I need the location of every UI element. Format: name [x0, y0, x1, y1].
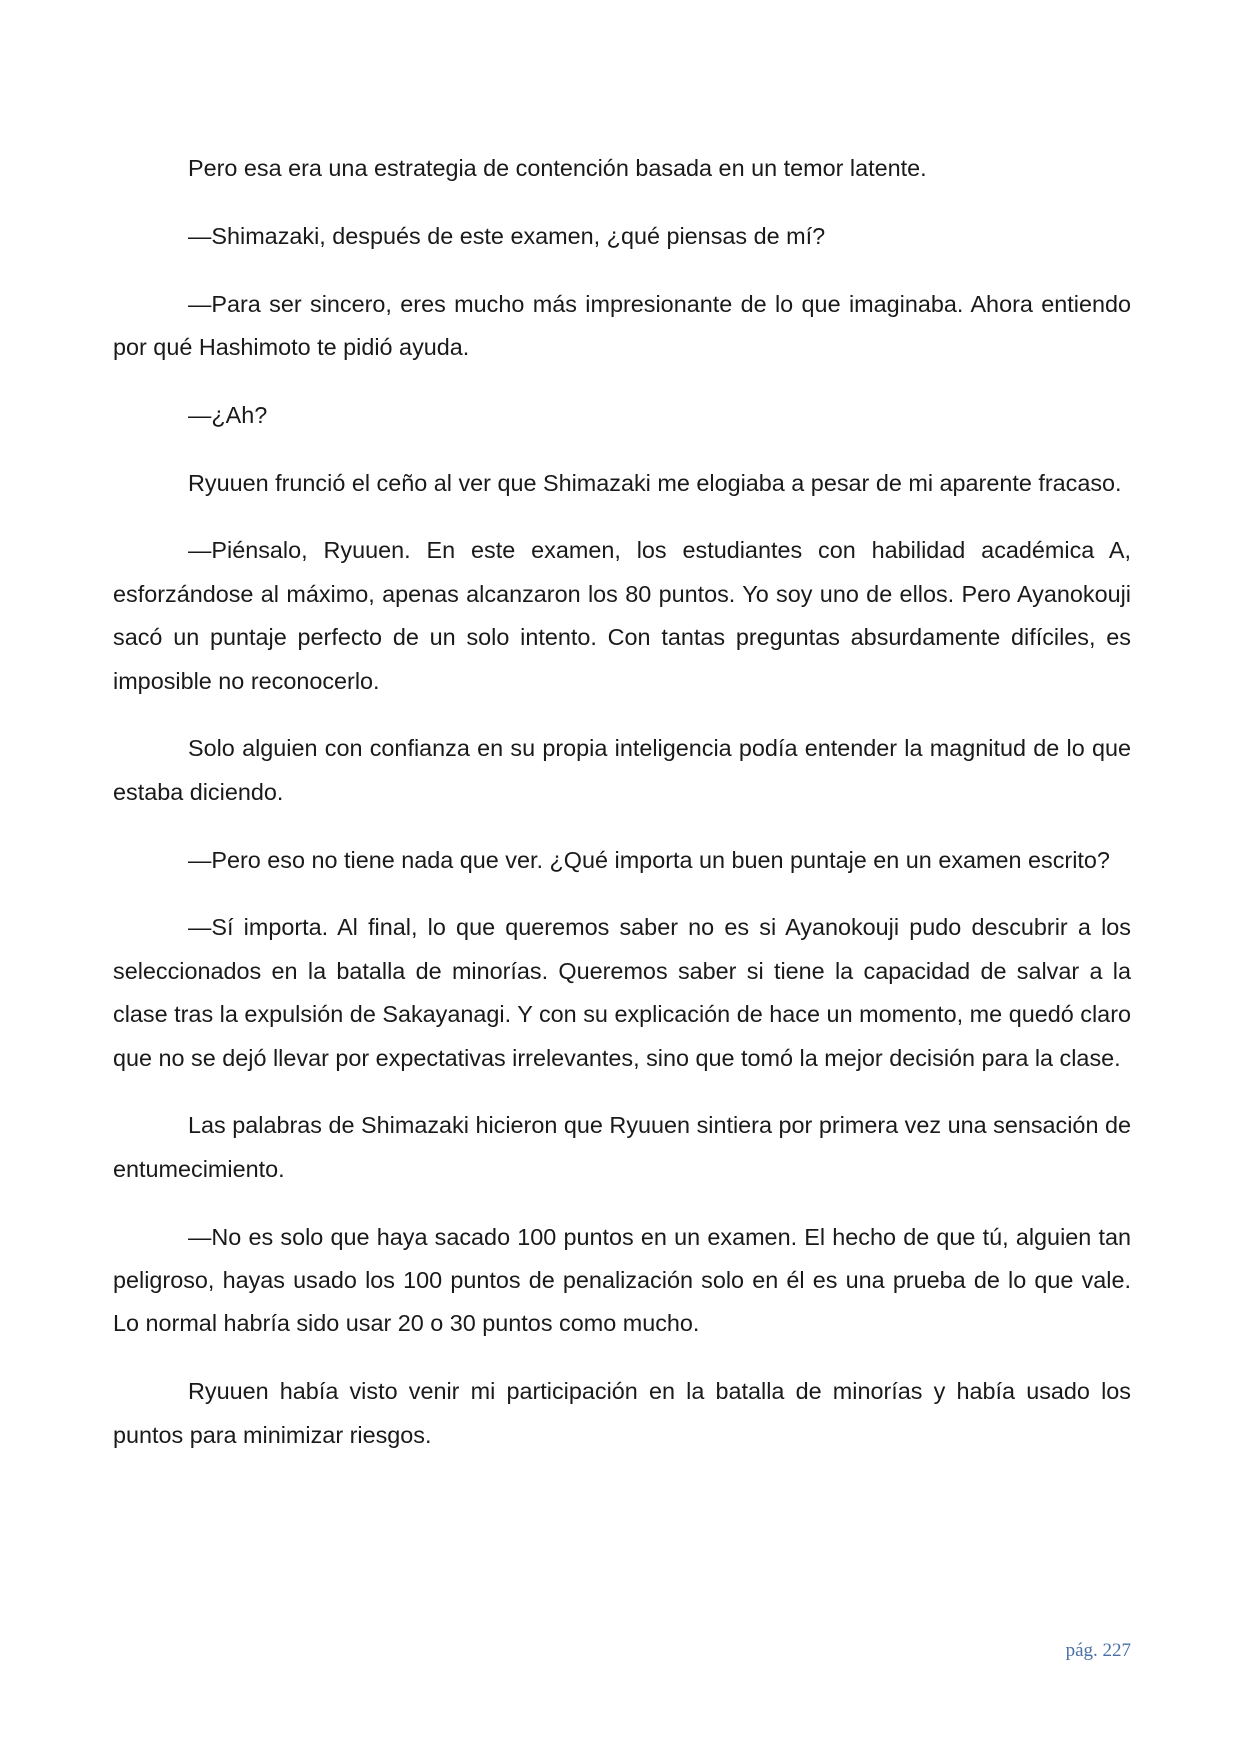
paragraph: —Para ser sincero, eres mucho más impresionante de lo que imaginaba. Ahora entiendo por qué Hashimoto te pidió ayuda. [113, 290, 1131, 360]
paragraph: —¿Ah? [188, 401, 268, 428]
paragraph: Solo alguien con confianza en su propia inteligencia podía entender la magnitud de lo que estaba diciendo. [113, 735, 1131, 805]
paragraph: Ryuuen había visto venir mi participación en la batalla de minorías y había usado los puntos para minimizar riesgos. [113, 1378, 1131, 1448]
paragraph: —Pero eso no tiene nada que ver. ¿Qué importa un buen puntaje en un examen escrito? [188, 846, 1110, 873]
paragraph: Pero esa era una estrategia de contención basada en un temor latente. [188, 155, 927, 181]
document-body [113, 147, 1131, 1457]
paragraph: —Sí importa. Al final, lo que queremos saber no es si Ayanokouji pudo descubrir a los seleccionados en la batalla de minorías. Queremos saber si tiene la capacidad de salvar a la clase tras la expulsión de Sakayanagi. Y con su explicación de hace un momento, me quedó claro que no se dejó llevar por expectativas irrelevantes, sino que tomó la mejor decisión para la clase. [113, 914, 1131, 1071]
paragraph: Las palabras de Shimazaki hicieron que Ryuuen sintiera por primera vez una sensación de entumecimiento. [113, 1112, 1131, 1182]
paragraph: Ryuuen frunció el ceño al ver que Shimazaki me elogiaba a pesar de mi aparente fracaso. [188, 469, 1122, 496]
paragraph: —Shimazaki, después de este examen, ¿qué piensas de mí? [188, 222, 826, 249]
paragraph: —Piénsalo, Ryuuen. En este examen, los estudiantes con habilidad académica A, esforzándose al máximo, apenas alcanzaron los 80 puntos. Yo soy uno de ellos. Pero Ayanokouji sacó un puntaje perfecto de un solo intento. Con tantas preguntas absurdamente difíciles, es imposible no reconocerlo. [113, 537, 1131, 694]
page-number: pág. 227 [1065, 1640, 1131, 1661]
paragraph: —No es solo que haya sacado 100 puntos en un examen. El hecho de que tú, alguien tan peligroso, hayas usado los 100 puntos de penalización solo en él es una prueba de lo que vale. Lo normal habría sido usar 20 o 30 puntos como mucho. [113, 1223, 1131, 1337]
